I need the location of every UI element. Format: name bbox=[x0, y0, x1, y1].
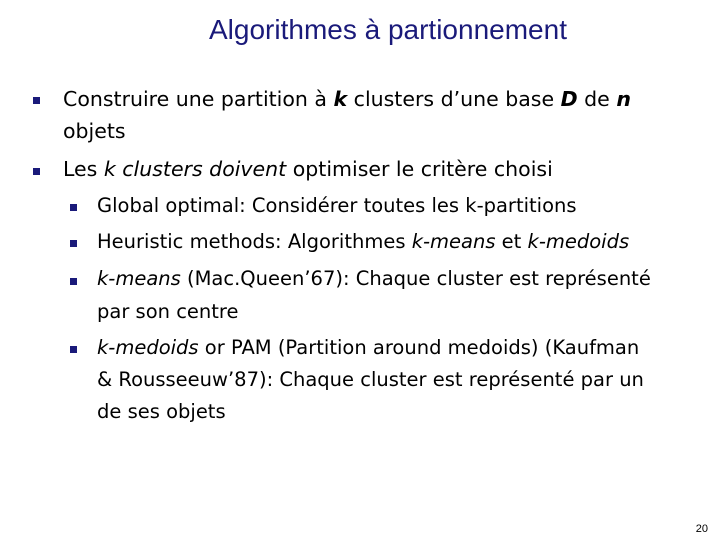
bullet-1-line-2: objets bbox=[63, 119, 126, 143]
sub-bullet-3-line-2: par son centre bbox=[97, 300, 239, 323]
sub-bullet-4-line-3: de ses objets bbox=[97, 400, 226, 423]
sub-bullet-marker bbox=[70, 278, 77, 285]
bullet-marker bbox=[33, 168, 40, 175]
sub-bullet-4-line-1: k-medoids or PAM (Partition around medoids) (Kaufman bbox=[97, 336, 640, 359]
sub-bullet-marker bbox=[70, 346, 77, 353]
bullet-marker bbox=[33, 97, 40, 104]
sub-bullet-marker bbox=[70, 204, 77, 211]
bullet-2-line-1: Les k clusters doivent optimiser le critère choisi bbox=[63, 157, 553, 181]
sub-bullet-1: Global optimal: Considérer toutes les k-partitions bbox=[97, 194, 577, 217]
page-number: 20 bbox=[695, 523, 708, 535]
sub-bullet-marker bbox=[70, 240, 77, 247]
sub-bullet-4-line-2: & Rousseeuw’87): Chaque cluster est représenté par un bbox=[97, 368, 644, 391]
sub-bullet-3-line-1: k-means (Mac.Queen’67): Chaque cluster est représenté bbox=[97, 267, 651, 290]
slide-title: Algorithmes à partionnement bbox=[209, 14, 567, 45]
sub-bullet-2: Heuristic methods: Algorithmes k-means et k-medoids bbox=[97, 230, 630, 253]
bullet-1-line-1: Construire une partition à k clusters d’une base D de n bbox=[63, 87, 631, 111]
